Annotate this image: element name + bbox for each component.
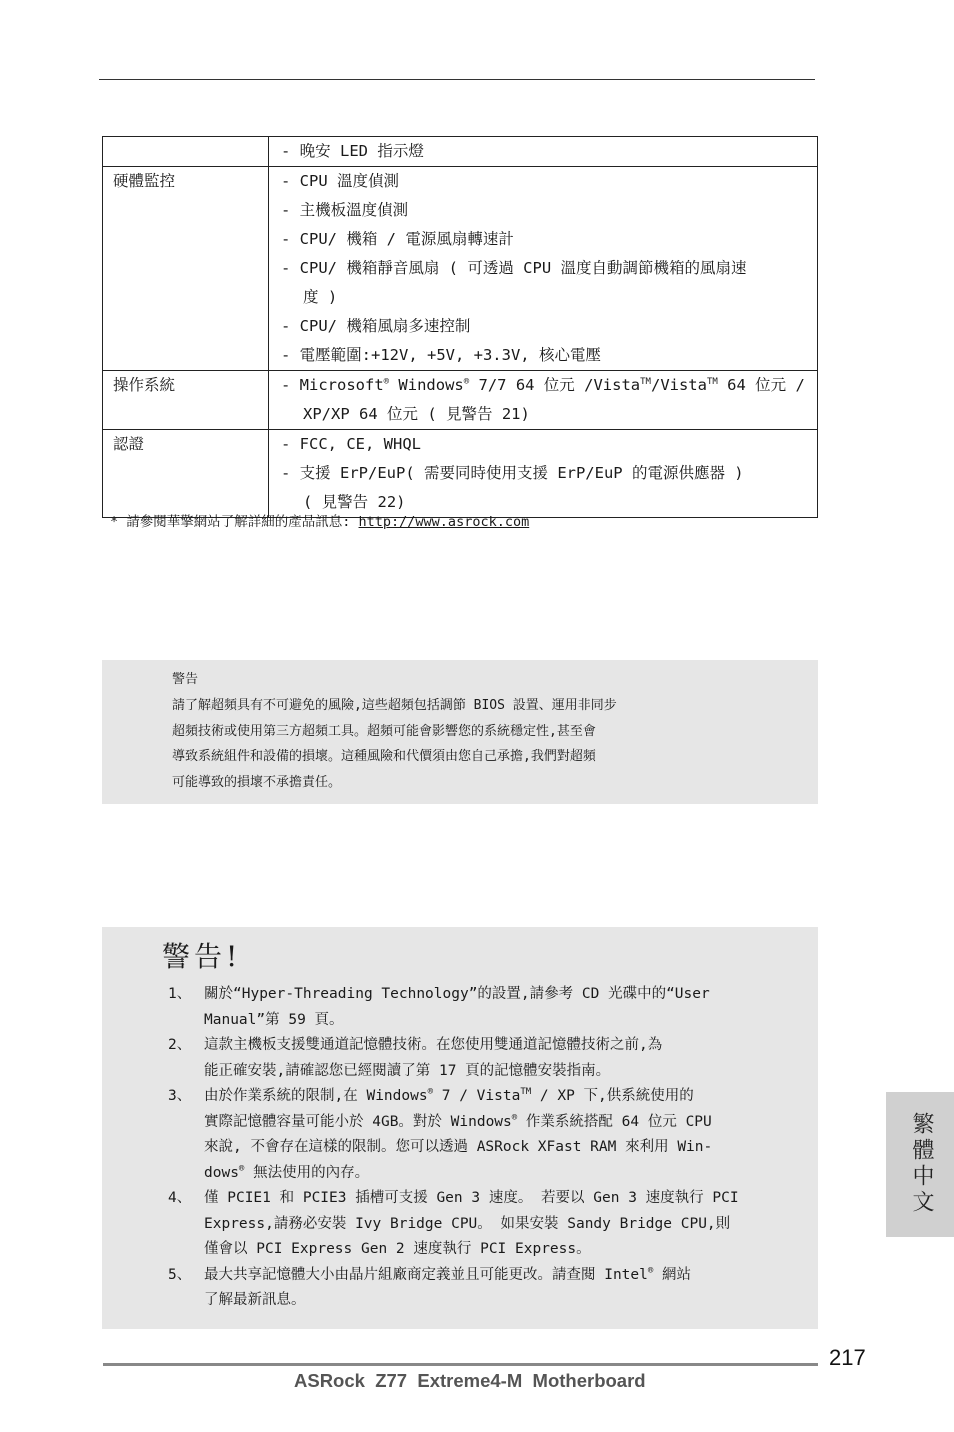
spec-content — [269, 371, 818, 430]
caution-item-line: dows® 無法使用的內存。 — [204, 1163, 370, 1181]
warning-line: 導致系統組件和設備的損壞。這種風險和代價須由您自己承擔,我們對超頻 — [172, 749, 596, 764]
warning-line: 可能導致的損壞不承擔責任。 — [172, 774, 342, 790]
spec-table — [102, 136, 818, 518]
spec-line: - 主機板溫度偵測 — [281, 201, 409, 219]
spec-line: - CPU 溫度偵測 — [281, 172, 399, 190]
caution-item-line: 僅會以 PCI Express Gen 2 速度執行 PCI Express。 — [204, 1241, 591, 1257]
caution-item-line: 來說, 不會存在這樣的限制。您可以透過 ASRock XFast RAM 來利用 Win- — [204, 1139, 713, 1155]
footnote — [110, 510, 529, 530]
spec-line: - 晚安 LED 指示燈 — [281, 142, 424, 160]
page-number: 217 — [829, 1345, 866, 1370]
footnote-text: * 請參閱華擎網站了解詳細的產品訊息: — [110, 514, 351, 530]
caution-item — [168, 1033, 768, 1084]
caution-title: 警告! — [162, 940, 242, 973]
caution-item-number: 2、 — [168, 1037, 192, 1053]
bottom-rule — [103, 1363, 818, 1366]
language-label: 繁體中文 — [909, 1112, 934, 1216]
caution-box — [102, 927, 818, 1329]
spec-line: - CPU/ 機箱靜音風扇 ( 可透過 CPU 溫度自動調節機箱的風扇速 — [281, 259, 747, 277]
caution-item-line: 最大共享記憶體大小由晶片組廠商定義並且可能更改。請查閱 Intel® 網站 — [204, 1265, 692, 1283]
spec-row — [103, 430, 818, 518]
spec-line: 度 ) — [303, 288, 338, 306]
spec-line: - 電壓範圍:+12V, +5V, +3.3V, 核心電壓 — [281, 346, 601, 364]
caution-list — [168, 982, 768, 1314]
warning-line: 請了解超頻具有不可避免的風險,這些超頻包括調節 BIOS 設置、運用非同步 — [172, 698, 617, 713]
caution-item-line: 由於作業系統的限制,在 Windows® 7 / Vista™ / XP 下,供系統使用的 — [204, 1087, 694, 1104]
spec-content — [269, 430, 818, 518]
caution-item-number: 3、 — [168, 1088, 192, 1104]
caution-item-line: Express,請務必安裝 Ivy Bridge CPU。 如果安裝 Sandy Bridge CPU,則 — [204, 1215, 731, 1232]
spec-row — [103, 137, 818, 167]
spec-line: - CPU/ 機箱風扇多速控制 — [281, 317, 471, 335]
language-side-tab — [886, 1092, 954, 1237]
spec-line: - 支援 ErP/EuP( 需要同時使用支援 ErP/EuP 的電源供應器 ) — [281, 464, 744, 482]
caution-item — [168, 982, 768, 1033]
caution-item-line: 這款主機板支援雙通道記憶體技術。在您使用雙通道記憶體技術之前,為 — [204, 1037, 663, 1053]
top-rule — [99, 79, 815, 80]
caution-item-line: 關於“Hyper-Threading Technology”的設置,請參考 CD 光碟中的“User — [204, 986, 710, 1002]
caution-item — [168, 1186, 768, 1263]
caution-item-number: 5、 — [168, 1266, 192, 1283]
spec-line: - CPU/ 機箱 / 電源風扇轉速計 — [281, 230, 514, 248]
spec-label: 硬體監控 — [103, 167, 269, 371]
caution-item — [168, 1084, 768, 1186]
footer-title: ASRock Z77 Extreme4-M Motherboard — [294, 1370, 646, 1391]
caution-item-line: 了解最新訊息。 — [204, 1292, 306, 1308]
overclocking-warning-box — [102, 660, 818, 804]
spec-content — [269, 137, 818, 167]
spec-row — [103, 371, 818, 430]
caution-item-number: 1、 — [168, 986, 192, 1002]
spec-content — [269, 167, 818, 371]
spec-row — [103, 167, 818, 371]
spec-line: - Microsoft® Windows® 7/7 64 位元 /Vista™/Vista™ 64 位元 / — [281, 376, 805, 394]
caution-item — [168, 1263, 768, 1314]
caution-item-line: 能正確安裝,請確認您已經閱讀了第 17 頁的記憶體安裝指南。 — [204, 1062, 611, 1079]
caution-item-number: 4、 — [168, 1190, 192, 1206]
warning-line: 超頻技術或使用第三方超頻工具。超頻可能會影響您的系統穩定性,甚至會 — [172, 723, 596, 739]
spec-label: 認證 — [103, 430, 269, 518]
caution-item-line: 實際記憶體容量可能小於 4GB。對於 Windows® 作業系統搭配 64 位元 CPU — [204, 1112, 712, 1130]
caution-item-line: Manual”第 59 頁。 — [204, 1011, 344, 1028]
caution-item-line: 僅 PCIE1 和 PCIE3 插槽可支援 Gen 3 速度。 若要以 Gen 3 速度執行 PCI — [204, 1190, 739, 1206]
warning-title: 警告 — [172, 672, 199, 687]
spec-label: 操作系統 — [103, 371, 269, 430]
spec-line: ( 見警告 22) — [303, 493, 406, 511]
spec-line: XP/XP 64 位元 ( 見警告 21) — [303, 405, 530, 423]
warning-body — [172, 693, 772, 795]
spec-label — [103, 137, 269, 167]
spec-line: - FCC, CE, WHQL — [281, 435, 421, 453]
asrock-website-link[interactable]: http://www.asrock.com — [358, 514, 530, 530]
